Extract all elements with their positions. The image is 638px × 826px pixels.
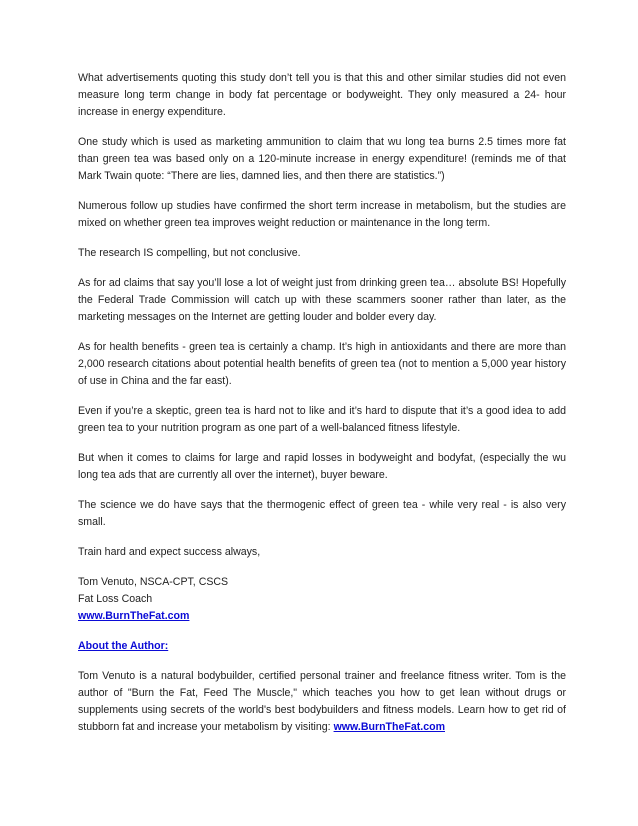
paragraph-thermogenic-effect: The science we do have says that the thermogenic effect of green tea - while very real - is also very small. (78, 499, 566, 528)
paragraph-marketing-claim: One study which is used as marketing ammunition to claim that wu long tea burns 2.5 times more fat than green tea was based only on a 120-minute increase in energy expenditure! (reminds me of that Mark Twain quote: “There are lies, damned lies, and then there are statistics.”) (78, 136, 566, 182)
paragraph-sign-off: Train hard and expect success always, (78, 546, 261, 558)
author-title: Fat Loss Coach (78, 593, 153, 605)
website-link[interactable]: www.BurnTheFat.com (78, 610, 190, 622)
about-website-link[interactable]: www.BurnTheFat.com (333, 721, 445, 733)
paragraph-study-limits: What advertisements quoting this study don’t tell you is that this and other similar studies did not even measure long term change in body fat percentage or bodyweight. They only measured a 24- hour increase in energy expenditure. (78, 72, 566, 118)
paragraph-health-benefits: As for health benefits - green tea is certainly a champ. It’s high in antioxidants and there are more than 2,000 research citations about potential health benefits of green tea (not to mention a 5,000 year history of use in China and the far east). (78, 341, 566, 387)
paragraph-ad-claims: As for ad claims that say you’ll lose a lot of weight just from drinking green tea… absolute BS! Hopefully the Federal Trade Commission will catch up with these scammers sooner rather than later, as the marketing messages on the Internet are getting louder and bolder every day. (78, 277, 566, 323)
about-author-heading[interactable]: About the Author: (78, 640, 169, 652)
paragraph-buyer-beware: But when it comes to claims for large and rapid losses in bodyweight and bodyfat, (especially the wu long tea ads that are currently all over the internet), buyer beware. (78, 452, 566, 481)
signature-block (78, 574, 566, 625)
paragraph-skeptic: Even if you’re a skeptic, green tea is hard not to like and it’s hard to dispute that it’s a good idea to add green tea to your nutrition program as one part of a well-balanced fitness lifestyle. (78, 405, 566, 434)
paragraph-follow-up-studies: Numerous follow up studies have confirmed the short term increase in metabolism, but the studies are mixed on whether green tea improves weight reduction or maintenance in the long term. (78, 200, 566, 229)
about-author-paragraph (78, 668, 566, 736)
author-name: Tom Venuto, NSCA-CPT, CSCS (78, 576, 229, 588)
about-author-text: Tom Venuto is a natural bodybuilder, certified personal trainer and freelance fitness writer. Tom is the author of "Burn the Fat, Feed The Muscle," which teaches you how to get lean without drugs or supplements using secrets of the world's best bodybuilders and fitness models. Learn how to get rid of stubborn fat and increase your metabolism by visiting: (78, 670, 566, 733)
document-page (78, 70, 566, 749)
paragraph-research-conclusion: The research IS compelling, but not conclusive. (78, 247, 301, 259)
